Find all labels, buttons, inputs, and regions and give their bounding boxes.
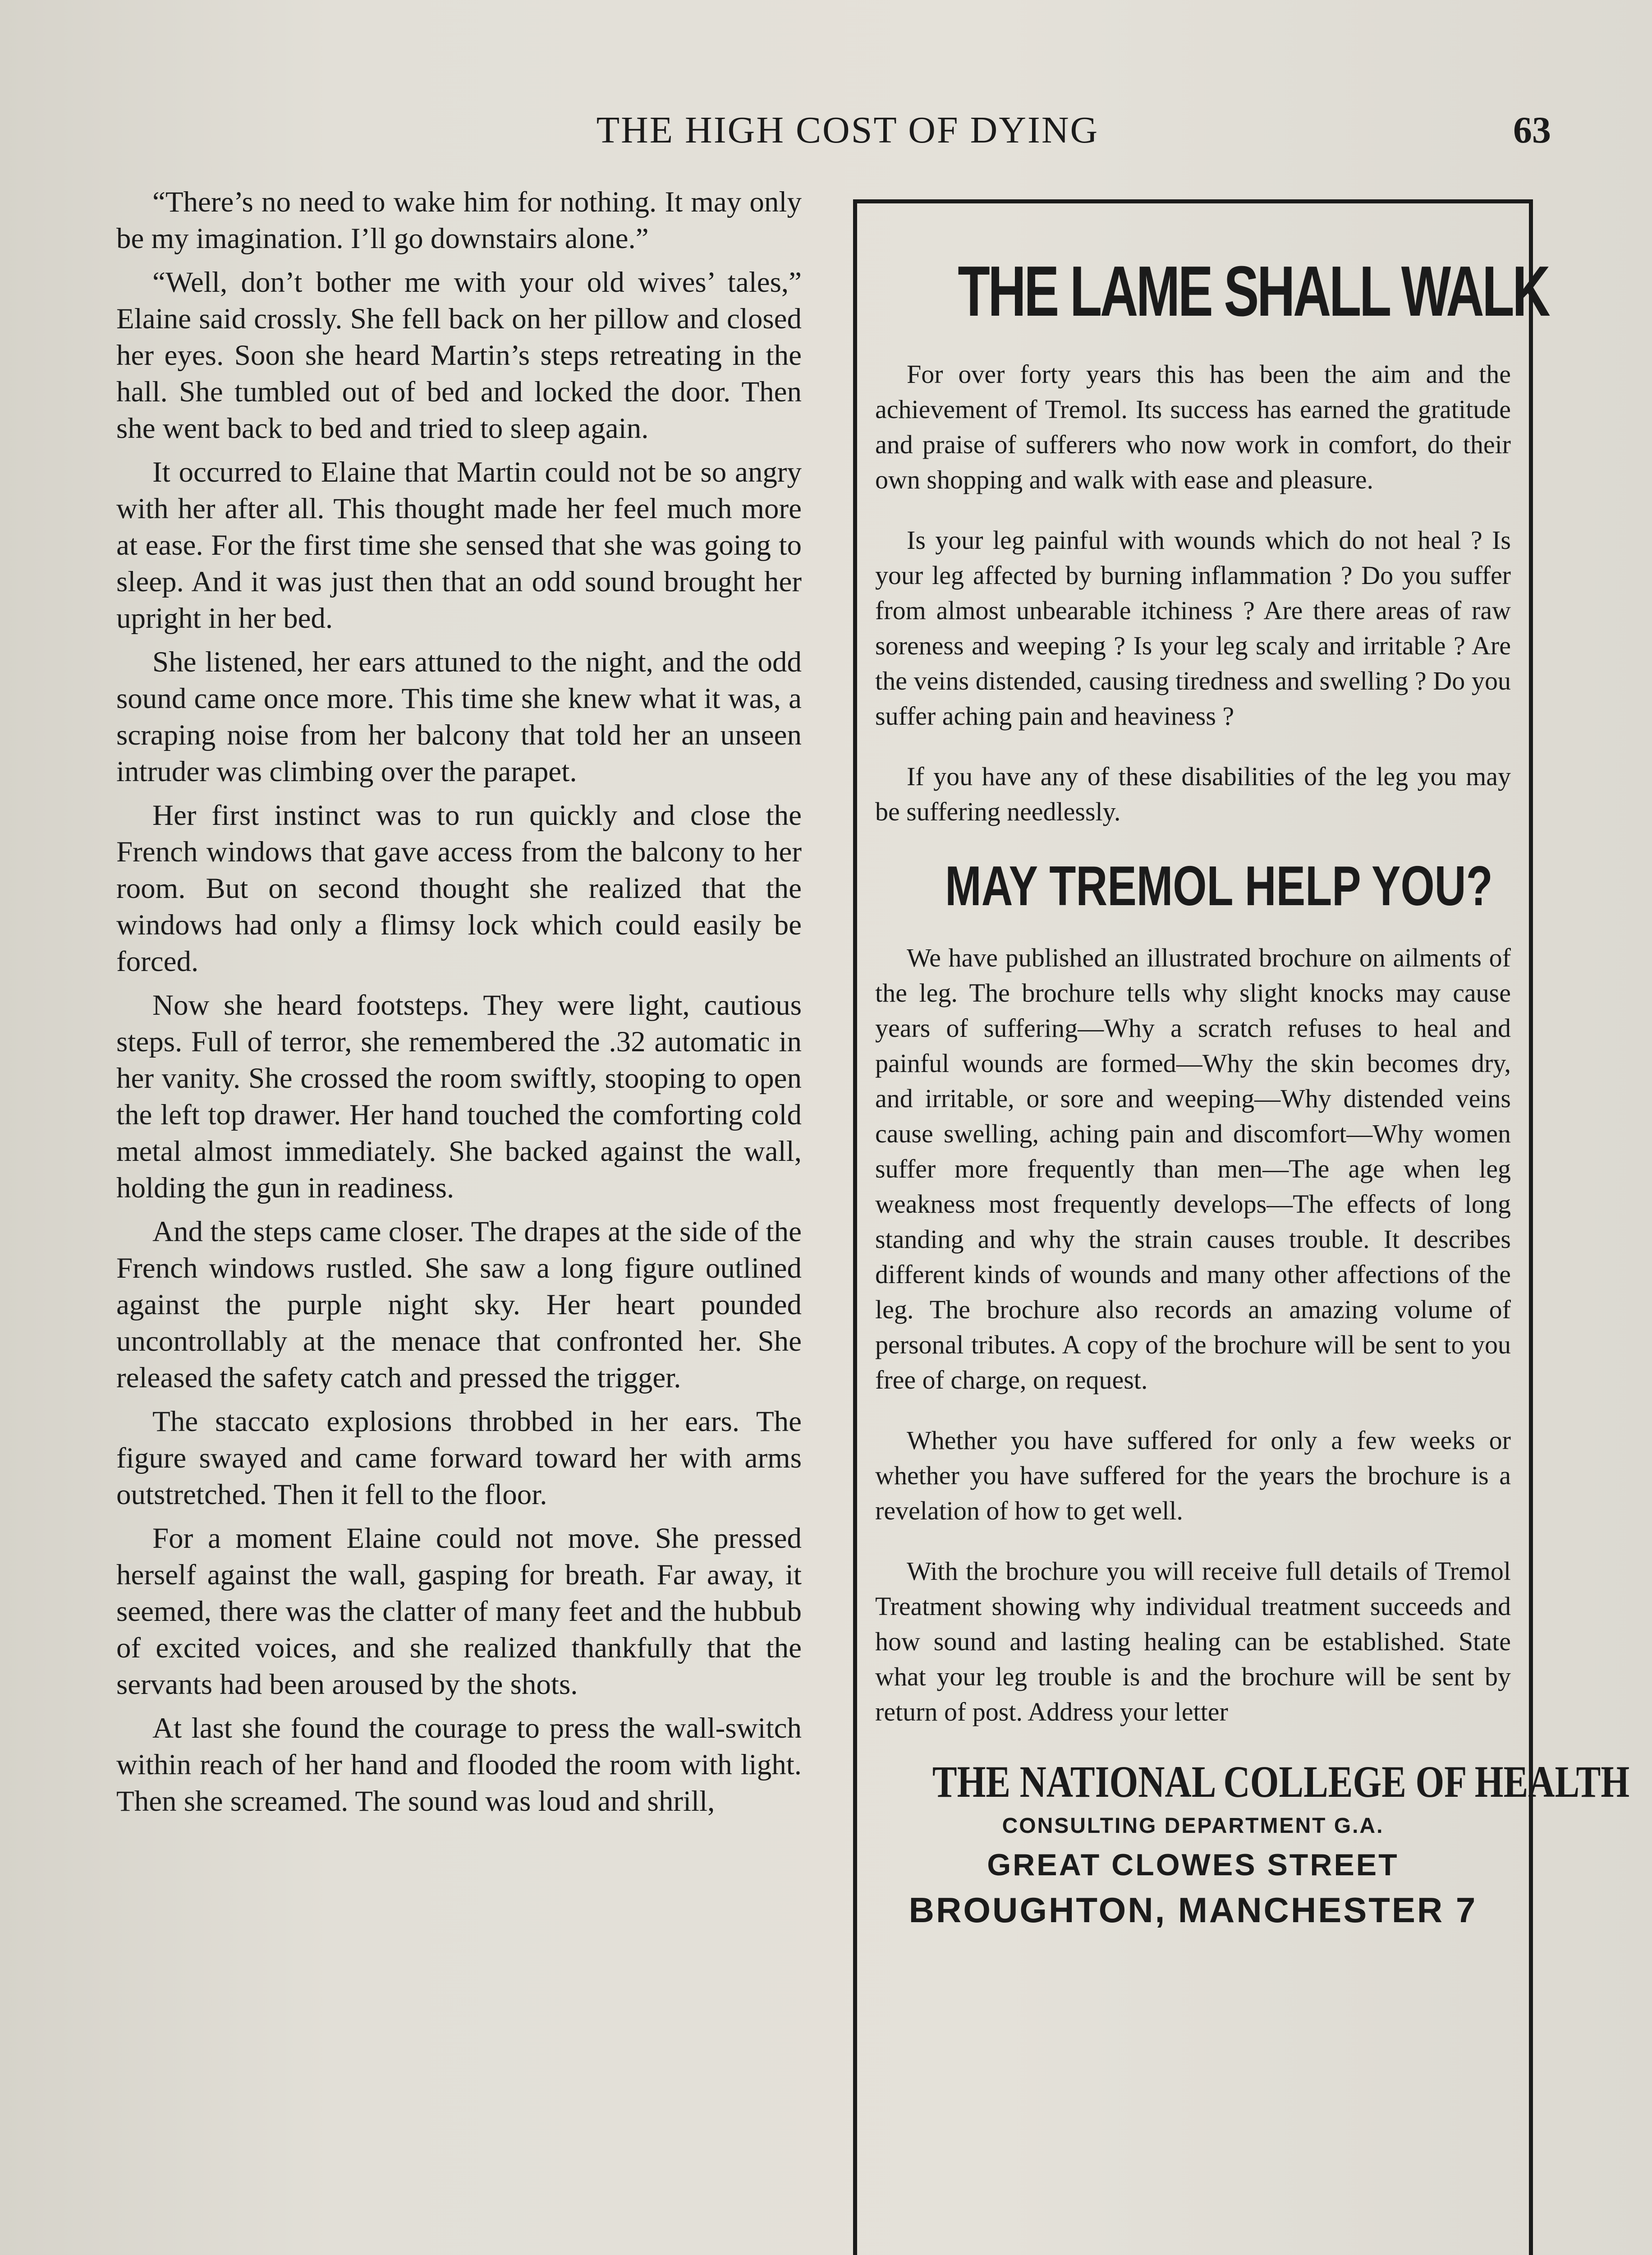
story-paragraph: At last she found the courage to press the wall-switch within reach of her hand and flooded the room with light. Then she screamed. The sound was loud and shrill, <box>116 1712 802 1818</box>
ad-title: THE LAME SHALL WALK <box>958 252 1549 331</box>
story-paragraph: And the steps came closer. The drapes at the side of the French windows rustled. She saw a long figure outlined against the purple night sky. Her heart pounded uncontrollably at the menace that confronted her. She released the safety catch and pressed the trigger. <box>116 1215 802 1394</box>
ad-address-street: GREAT CLOWES STREET <box>987 1848 1399 1882</box>
ad-paragraph: For over forty years this has been the aim and the achievement of Tremol. Its success has earned the gratitude and praise of sufferers who now work in comfort, do their own shopping and walk with ease and pleasure. <box>875 359 1511 494</box>
story-paragraph: Her first instinct was to run quickly and close the French windows that gave access from the balcony to her room. But on second thought she realized that the windows had only a flimsy lock which could easily be forced. <box>116 799 802 978</box>
ad-address-department: CONSULTING DEPARTMENT G.A. <box>1002 1814 1384 1838</box>
story-paragraph: Now she heard footsteps. They were light, cautious steps. Full of terror, she remembered the .32 automatic in her vanity. She crossed the room swiftly, stooping to open the left top drawer. Her hand touched the comforting cold metal almost immediately. She backed against the wall, holding the gun in readiness. <box>116 989 802 1204</box>
story-paragraph: She listened, her ears attuned to the night, and the odd sound came once more. This time she knew what it was, a scraping noise from her balcony that told her an unseen intruder was climbing over the parapet. <box>116 646 802 788</box>
story-paragraph: “Well, don’t bother me with your old wives’ tales,” Elaine said crossly. She fell back on her pillow and closed her eyes. Soon she heard Martin’s steps retreating in the hall. She tumbled out of bed and locked the door. Then she went back to bed and tried to sleep again. <box>116 266 802 445</box>
ad-address <box>875 1755 1630 1933</box>
ad-paragraph: If you have any of these disabilities of the leg you may be suffering needlessly. <box>875 762 1511 826</box>
ad-paragraph: Is your leg painful with wounds which do not heal ? Is your leg affected by burning inflammation ? Do you suffer from almost unbearable itchiness ? Are there areas of raw soreness and weeping ? Is your leg scaly and irritable ? Are the veins distended, causing tiredness and swelling ? Do you suffer aching pain and heaviness ? <box>875 525 1511 731</box>
ad-paragraph: We have published an illustrated brochure on ailments of the leg. The brochure tells why slight knocks may cause years of suffering—Why a scratch refuses to heal and painful wounds are formed—Why the skin becomes dry, and irritable, or sore and weeping—Why distended veins cause swelling, aching pain and discomfort—Why women suffer more frequently than men—The age when leg weakness most frequently develops—The effects of long standing and why the strain causes trouble. It describes different kinds of wounds and many other affections of the leg. The brochure also records an amazing volume of personal tributes. A copy of the brochure will be sent to you free of charge, on request. <box>875 943 1511 1394</box>
running-title: THE HIGH COST OF DYING <box>596 109 1099 151</box>
story-column <box>116 184 802 1827</box>
ad-address-organisation: THE NATIONAL COLLEGE OF HEALTH <box>932 1757 1630 1807</box>
ad-subtitle: MAY TREMOL HELP YOU? <box>945 855 1493 917</box>
story-paragraph: “There’s no need to wake him for nothing. It may only be my imagination. I’ll go downstairs alone.” <box>116 186 802 255</box>
ad-address-city: BROUGHTON, MANCHESTER 7 <box>909 1890 1478 1930</box>
story-paragraph: The staccato explosions throbbed in her ears. The figure swayed and came forward toward her with arms outstretched. Then it fell to the floor. <box>116 1405 802 1511</box>
page-number: 63 <box>1513 109 1551 151</box>
advertisement-box <box>853 199 1630 2255</box>
story-paragraph: It occurred to Elaine that Martin could not be so angry with her after all. This thought made her feel much more at ease. For the first time she sensed that she was going to sleep. And it was just then that an odd sound brought her upright in her bed. <box>116 456 802 635</box>
ad-paragraph: Whether you have suffered for only a few weeks or whether you have suffered for the years the brochure is a revelation of how to get well. <box>875 1426 1511 1525</box>
story-paragraph: For a moment Elaine could not move. She pressed herself against the wall, gasping for breath. Far away, it seemed, there was the clatter of many feet and the hubbub of excited voices, and she realized thankfully that the servants had been aroused by the shots. <box>116 1522 802 1701</box>
ad-paragraph: With the brochure you will receive full details of Tremol Treatment showing why individual treatment succeeds and how sound and lasting healing can be established. State what your leg trouble is and the brochure will be sent by return of post. Address your letter <box>875 1556 1511 1726</box>
